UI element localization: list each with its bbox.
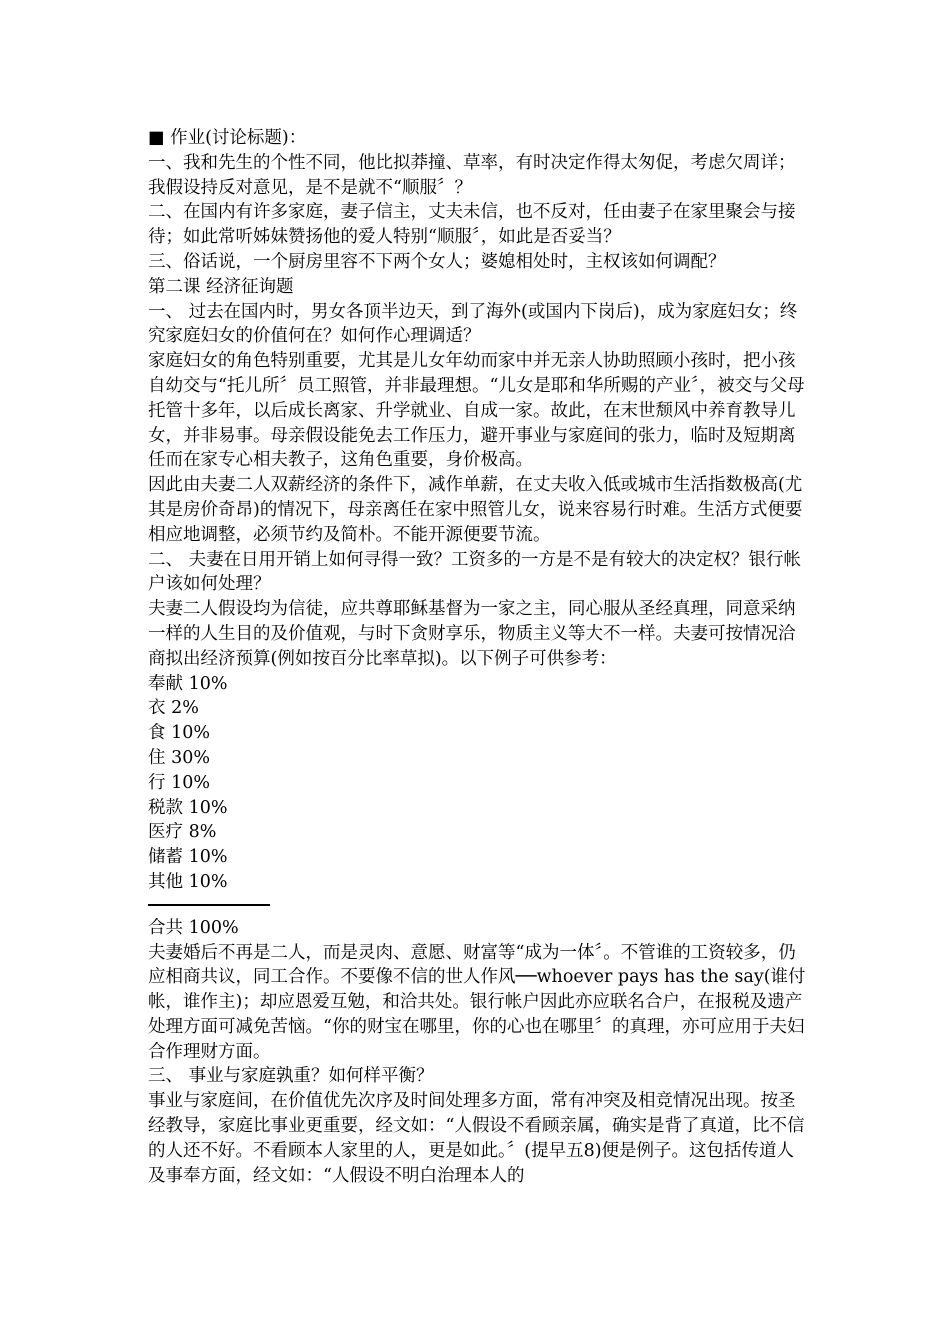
paragraph: 一、 过去在国内时，男女各顶半边天，到了海外(或国内下岗后)，成为家庭妇女；终究家庭妇女的价值何在？如何作心理调适？	[148, 301, 798, 347]
budget-item: 税款 10%	[148, 797, 228, 818]
paragraph: 事业与家庭间，在价值优先次序及时间处理多方面，常有冲突及相竞情况出现。按圣经教导，家庭比事业更重要，经文如：“人假设不看顾亲属，确实是背了真道，比不信的人还不好。不看顾本人家里的人，更是如此。〞(提早五8)便是例子。这包括传道人及事奉方面，经文如：“人假设不明白治理本人的	[148, 1091, 805, 1186]
budget-item: 储蓄 10%	[148, 847, 228, 868]
paragraph: 因此由夫妻二人双薪经济的条件下，减作单薪，在丈夫收入低或城市生活指数极高(尤其是房价奇昂)的情况下，母亲离任在家中照管儿女，说来容易行时难。生活方式便要相应地调整，必须节约及简朴。不能开源便要节流。	[148, 475, 803, 545]
paragraph: 一、我和先生的个性不同，他比拟莽撞、草率，有时决定作得太匆促，考虑欠周详；我假设持反对意见，是不是就不“顺服〞？	[148, 152, 796, 198]
homework-heading: ■ 作业(讨论标题)：	[148, 128, 307, 148]
document-body	[148, 126, 808, 1188]
paragraph: 三、俗话说，一个厨房里容不下两个女人；婆媳相处时，主权该如何调配？	[148, 251, 726, 272]
budget-item: 衣 2%	[148, 698, 199, 719]
budget-list	[148, 672, 808, 895]
budget-item: 住 30%	[148, 747, 210, 768]
budget-item: 医疗 8%	[148, 822, 217, 843]
budget-total: 合共 100%	[148, 917, 239, 938]
budget-item: 行 10%	[148, 772, 210, 793]
budget-item: 食 10%	[148, 723, 210, 744]
sum-divider	[148, 904, 270, 906]
lesson-heading: 第二课 经济征询题	[148, 276, 294, 297]
paragraph: 家庭妇女的角色特别重要，尤其是儿女年幼而家中并无亲人协助照顾小孩时，把小孩自幼交与“托儿所〞员工照管，并非最理想。“儿女是耶和华所赐的产业〞，被交与父母托管十多年，以后成长离家、升学就业、自成一家。故此，在末世颓风中养育教导儿女，并非易事。母亲假设能免去工作压力，避开事业与家庭间的张力，临时及短期离任而在家专心相夫教子，这角色重要，身价极高。	[148, 351, 805, 471]
paragraph: 夫妻婚后不再是二人，而是灵肉、意愿、财富等“成为一体〞。不管谁的工资较多，仍应相商共议，同工合作。不要像不信的世人作风──whoever pays has the say(谁付帐，谁作主)；却应恩爱互勉，和洽共处。银行帐户因此亦应联名合户，在报税及遗产处理方面可减免苦恼。“你的财宝在哪里，你的心也在哪里〞的真理，亦可应用于夫妇合作理财方面。	[148, 942, 806, 1062]
paragraph: 二、在国内有许多家庭，妻子信主，丈夫未信，也不反对，任由妻子在家里聚会与接待；如此常听姊妹赞扬他的爱人特别“顺服〞，如此是否妥当？	[148, 202, 796, 248]
paragraph: 二、 夫妻在日用开销上如何寻得一致？工资多的一方是不是有较大的决定权？银行帐户该如何处理？	[148, 549, 802, 595]
budget-item: 其他 10%	[148, 871, 228, 892]
paragraph: 三、 事业与家庭孰重？如何样平衡？	[148, 1066, 434, 1087]
budget-item: 奉献 10%	[148, 673, 228, 694]
paragraph: 夫妻二人假设均为信徒，应共尊耶稣基督为一家之主，同心服从圣经真理，同意采纳一样的人生目的及价值观，与时下贪财享乐，物质主义等大不一样。夫妻可按情况洽商拟出经济预算(例如按百分比率草拟)。以下例子可供参考：	[148, 599, 796, 669]
